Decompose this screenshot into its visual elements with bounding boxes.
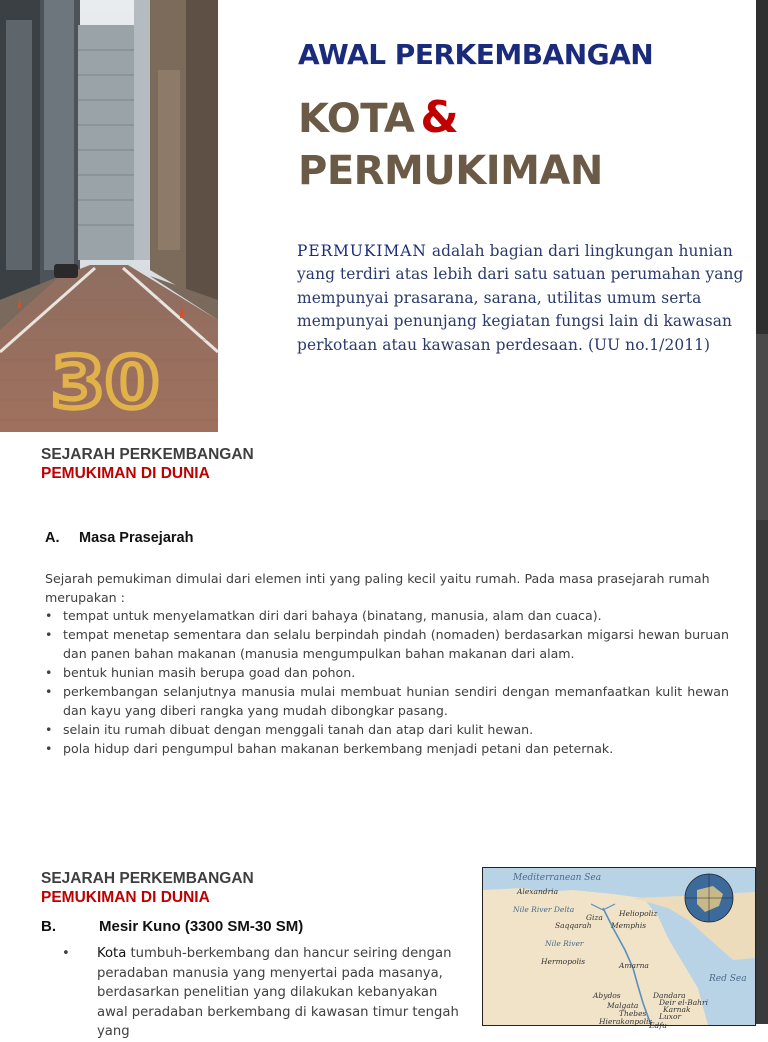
list-item: • bentuk hunian masih berupa goad dan pohon.	[45, 663, 729, 682]
bullet-mark: •	[62, 946, 70, 961]
map-label: Heliopoliz	[619, 909, 658, 918]
section-a-bullet-list	[45, 606, 729, 758]
section-a-label: A.	[45, 530, 60, 546]
page-title-line1: AWAL PERKEMBANGAN	[298, 38, 654, 71]
section-a-heading-line1: SEJARAH PERKEMBANGAN	[41, 446, 254, 463]
edge-strip-bottom	[756, 520, 768, 1024]
section-b-subtitle	[41, 918, 303, 935]
title-kota: KOTA	[298, 96, 415, 142]
map-label: Red Sea	[709, 974, 747, 984]
road-number-marking: 30	[50, 342, 160, 424]
map-label: Edfu	[649, 1021, 667, 1030]
section-b-heading-line1: SEJARAH PERKEMBANGAN	[41, 870, 254, 887]
section-a-heading	[41, 445, 254, 483]
map-label: Nile River Delta	[513, 905, 575, 914]
edge-strip-top	[756, 0, 768, 334]
egypt-map	[482, 867, 756, 1030]
map-label: Deir el-Bahri	[659, 998, 708, 1007]
map-label: Giza	[586, 913, 603, 922]
map-label: Saqqarah	[555, 921, 592, 930]
section-b-text	[62, 944, 462, 1042]
map-label: Hermopolis	[541, 957, 586, 966]
section-a-subtitle	[45, 530, 193, 546]
list-item: • perkembangan selanjutnya manusia mulai membuat hunian sendiri dengan memanfaatkan kulit hewan dan kayu yang diberi rangka yang mudah dibongkar pasang.	[45, 682, 729, 720]
map-label: Nile River	[545, 939, 584, 948]
section-b-body: tumbuh-berkembang dan hancur seiring dengan peradaban manusia yang menyertai pada masanya, berdasarkan penelitian yang dilakukan kebanyakan awal peradaban berkembang di kawasan timur tengah yang	[97, 946, 459, 1039]
list-item: • tempat menetap sementara dan selalu berpindah pindah (nomaden) berdasarkan migarsi hewan buruan dan panen bahan makanan (manusia mengumpulkan bahan makanan dari alam.	[45, 625, 729, 663]
section-b-keyword: Kota	[97, 946, 127, 961]
map-label: Hierakonpolis	[599, 1017, 653, 1026]
section-b-paragraph	[62, 944, 462, 1042]
definition-keyword: PERMUKIMAN	[297, 242, 427, 260]
map-label: Luxor	[659, 1012, 682, 1021]
section-b-label: B.	[41, 918, 56, 935]
list-item: • selain itu rumah dibuat dengan menggali tanah dan atap dari kulit hewan.	[45, 720, 729, 739]
street-photo	[0, 0, 218, 432]
definition-text: adalah bagian dari lingkungan hunian yang terdiri atas lebih dari satu satuan perumahan yang mempunyai prasarana, sarana, utilitas umum serta mempunyai penunjang kegiatan fungsi lain di kawasan perkotaan atau kawasan perdesaan. (UU no.1/2011)	[297, 242, 744, 354]
section-b-title: Mesir Kuno (3300 SM-30 SM)	[99, 918, 304, 935]
map-label: Abydos	[593, 991, 621, 1000]
map-label: Malgata	[607, 1001, 639, 1010]
section-a-intro: Sejarah pemukiman dimulai dari elemen inti yang paling kecil yaitu rumah. Pada masa prasejarah rumah merupakan :	[45, 571, 710, 605]
title-ampersand: &	[420, 92, 459, 143]
list-item: • pola hidup dari pengumpul bahan makanan berkembang menjadi petani dan peternak.	[45, 739, 729, 758]
page-title-line3: PERMUKIMAN	[298, 148, 603, 194]
map-label: Thebes	[619, 1009, 647, 1018]
map-label: Dandara	[653, 991, 686, 1000]
map-label: Karnak	[663, 1005, 691, 1014]
list-item: • tempat untuk menyelamatkan diri dari bahaya (binatang, manusia, alam dan cuaca).	[45, 606, 729, 625]
section-b-heading	[41, 869, 254, 907]
section-b-heading-line2: PEMUKIMAN DI DUNIA	[41, 889, 210, 906]
edge-strip-mid	[756, 334, 768, 520]
section-a-heading-line2: PEMUKIMAN DI DUNIA	[41, 465, 210, 482]
section-a-title: Masa Prasejarah	[79, 530, 194, 546]
map-label: Memphis	[611, 921, 647, 930]
map-label: Amarna	[619, 961, 649, 970]
map-label: Alexandria	[517, 887, 559, 896]
map-label-sea: Mediterranean Sea	[513, 873, 602, 883]
definition-paragraph	[297, 240, 753, 357]
page-title-line2	[298, 92, 458, 143]
